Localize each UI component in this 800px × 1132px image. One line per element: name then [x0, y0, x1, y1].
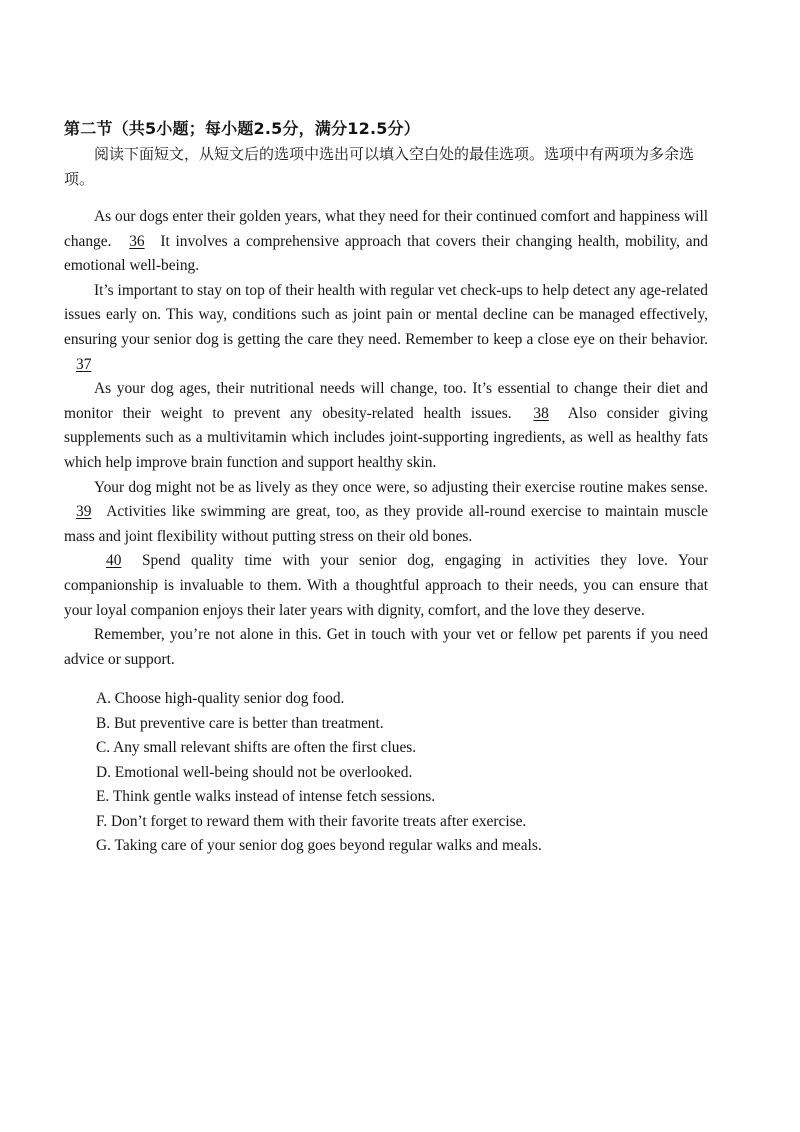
passage-paragraph-2	[64, 279, 708, 377]
blank-36: 36	[129, 232, 145, 250]
passage-paragraph-5	[64, 549, 708, 623]
reading-passage	[64, 205, 708, 672]
paragraph-text: Spend quality time with your senior dog, engaging in activities they love. Your companionship is invaluable to them. With a thoughtful approach to their needs, you can ensure that your loyal companion enjoys their later years with dignity, comfort, and the love they deserve.	[64, 552, 708, 619]
passage-paragraph-6	[64, 623, 708, 672]
paragraph-text: As our dogs enter their golden years, what they need for their continued comfort and happiness will change.	[64, 208, 708, 250]
answer-options	[96, 687, 542, 859]
passage-paragraph-1	[64, 205, 708, 279]
blank-37: 37	[76, 355, 92, 373]
option-f: F. Don’t forget to reward them with their favorite treats after exercise.	[96, 812, 527, 830]
passage-paragraph-3	[64, 377, 708, 475]
option-a: A. Choose high-quality senior dog food.	[96, 690, 345, 707]
passage-paragraph-4	[64, 476, 708, 550]
paragraph-text: Activities like swimming are great, too, as they provide all-round exercise to maintain muscle mass and joint flexibility without putting stress on their old bones.	[64, 503, 708, 545]
option-c: C. Any small relevant shifts are often the first clues.	[96, 739, 417, 756]
option-g: G. Taking care of your senior dog goes beyond regular walks and meals.	[96, 837, 542, 854]
section-instruction: 阅读下面短文，从短文后的选项中选出可以填入空白处的最佳选项。选项中有两项为多余选项。	[64, 145, 695, 188]
blank-39: 39	[76, 503, 92, 521]
blank-40: 40	[106, 552, 122, 570]
paragraph-text: It involves a comprehensive approach that covers their changing health, mobility, and emotional well-being.	[64, 232, 708, 275]
blank-38: 38	[533, 404, 549, 422]
paragraph-text: As your dog ages, their nutritional needs will change, too. It’s essential to change their diet and monitor their weight to prevent any obesity-related health issues.	[64, 380, 708, 422]
paragraph-text: Remember, you’re not alone in this. Get in touch with your vet or fellow pet parents if you need advice or support.	[64, 626, 708, 668]
option-e: E. Think gentle walks instead of intense fetch sessions.	[96, 788, 436, 805]
paragraph-text: Your dog might not be as lively as they once were, so adjusting their exercise routine makes sense.	[94, 478, 708, 496]
paragraph-text: Also consider giving supplements such as a multivitamin which includes joint-supporting ingredients, as well as healthy fats which help improve brain function and support healthy skin.	[64, 404, 709, 471]
option-d: D. Emotional well-being should not be overlooked.	[96, 763, 413, 781]
section-title: 第二节（共5小题；每小题2.5分，满分12.5分）	[64, 119, 420, 138]
paragraph-text: It’s important to stay on top of their health with regular vet check-ups to help detect any age-related issues early on. This way, conditions such as joint pain or mental decline can be managed effectively, ensuring your senior dog is getting the care they need. Remember to keep a close eye on their behavior.	[64, 281, 708, 348]
option-b: B. But preventive care is better than treatment.	[96, 714, 384, 732]
